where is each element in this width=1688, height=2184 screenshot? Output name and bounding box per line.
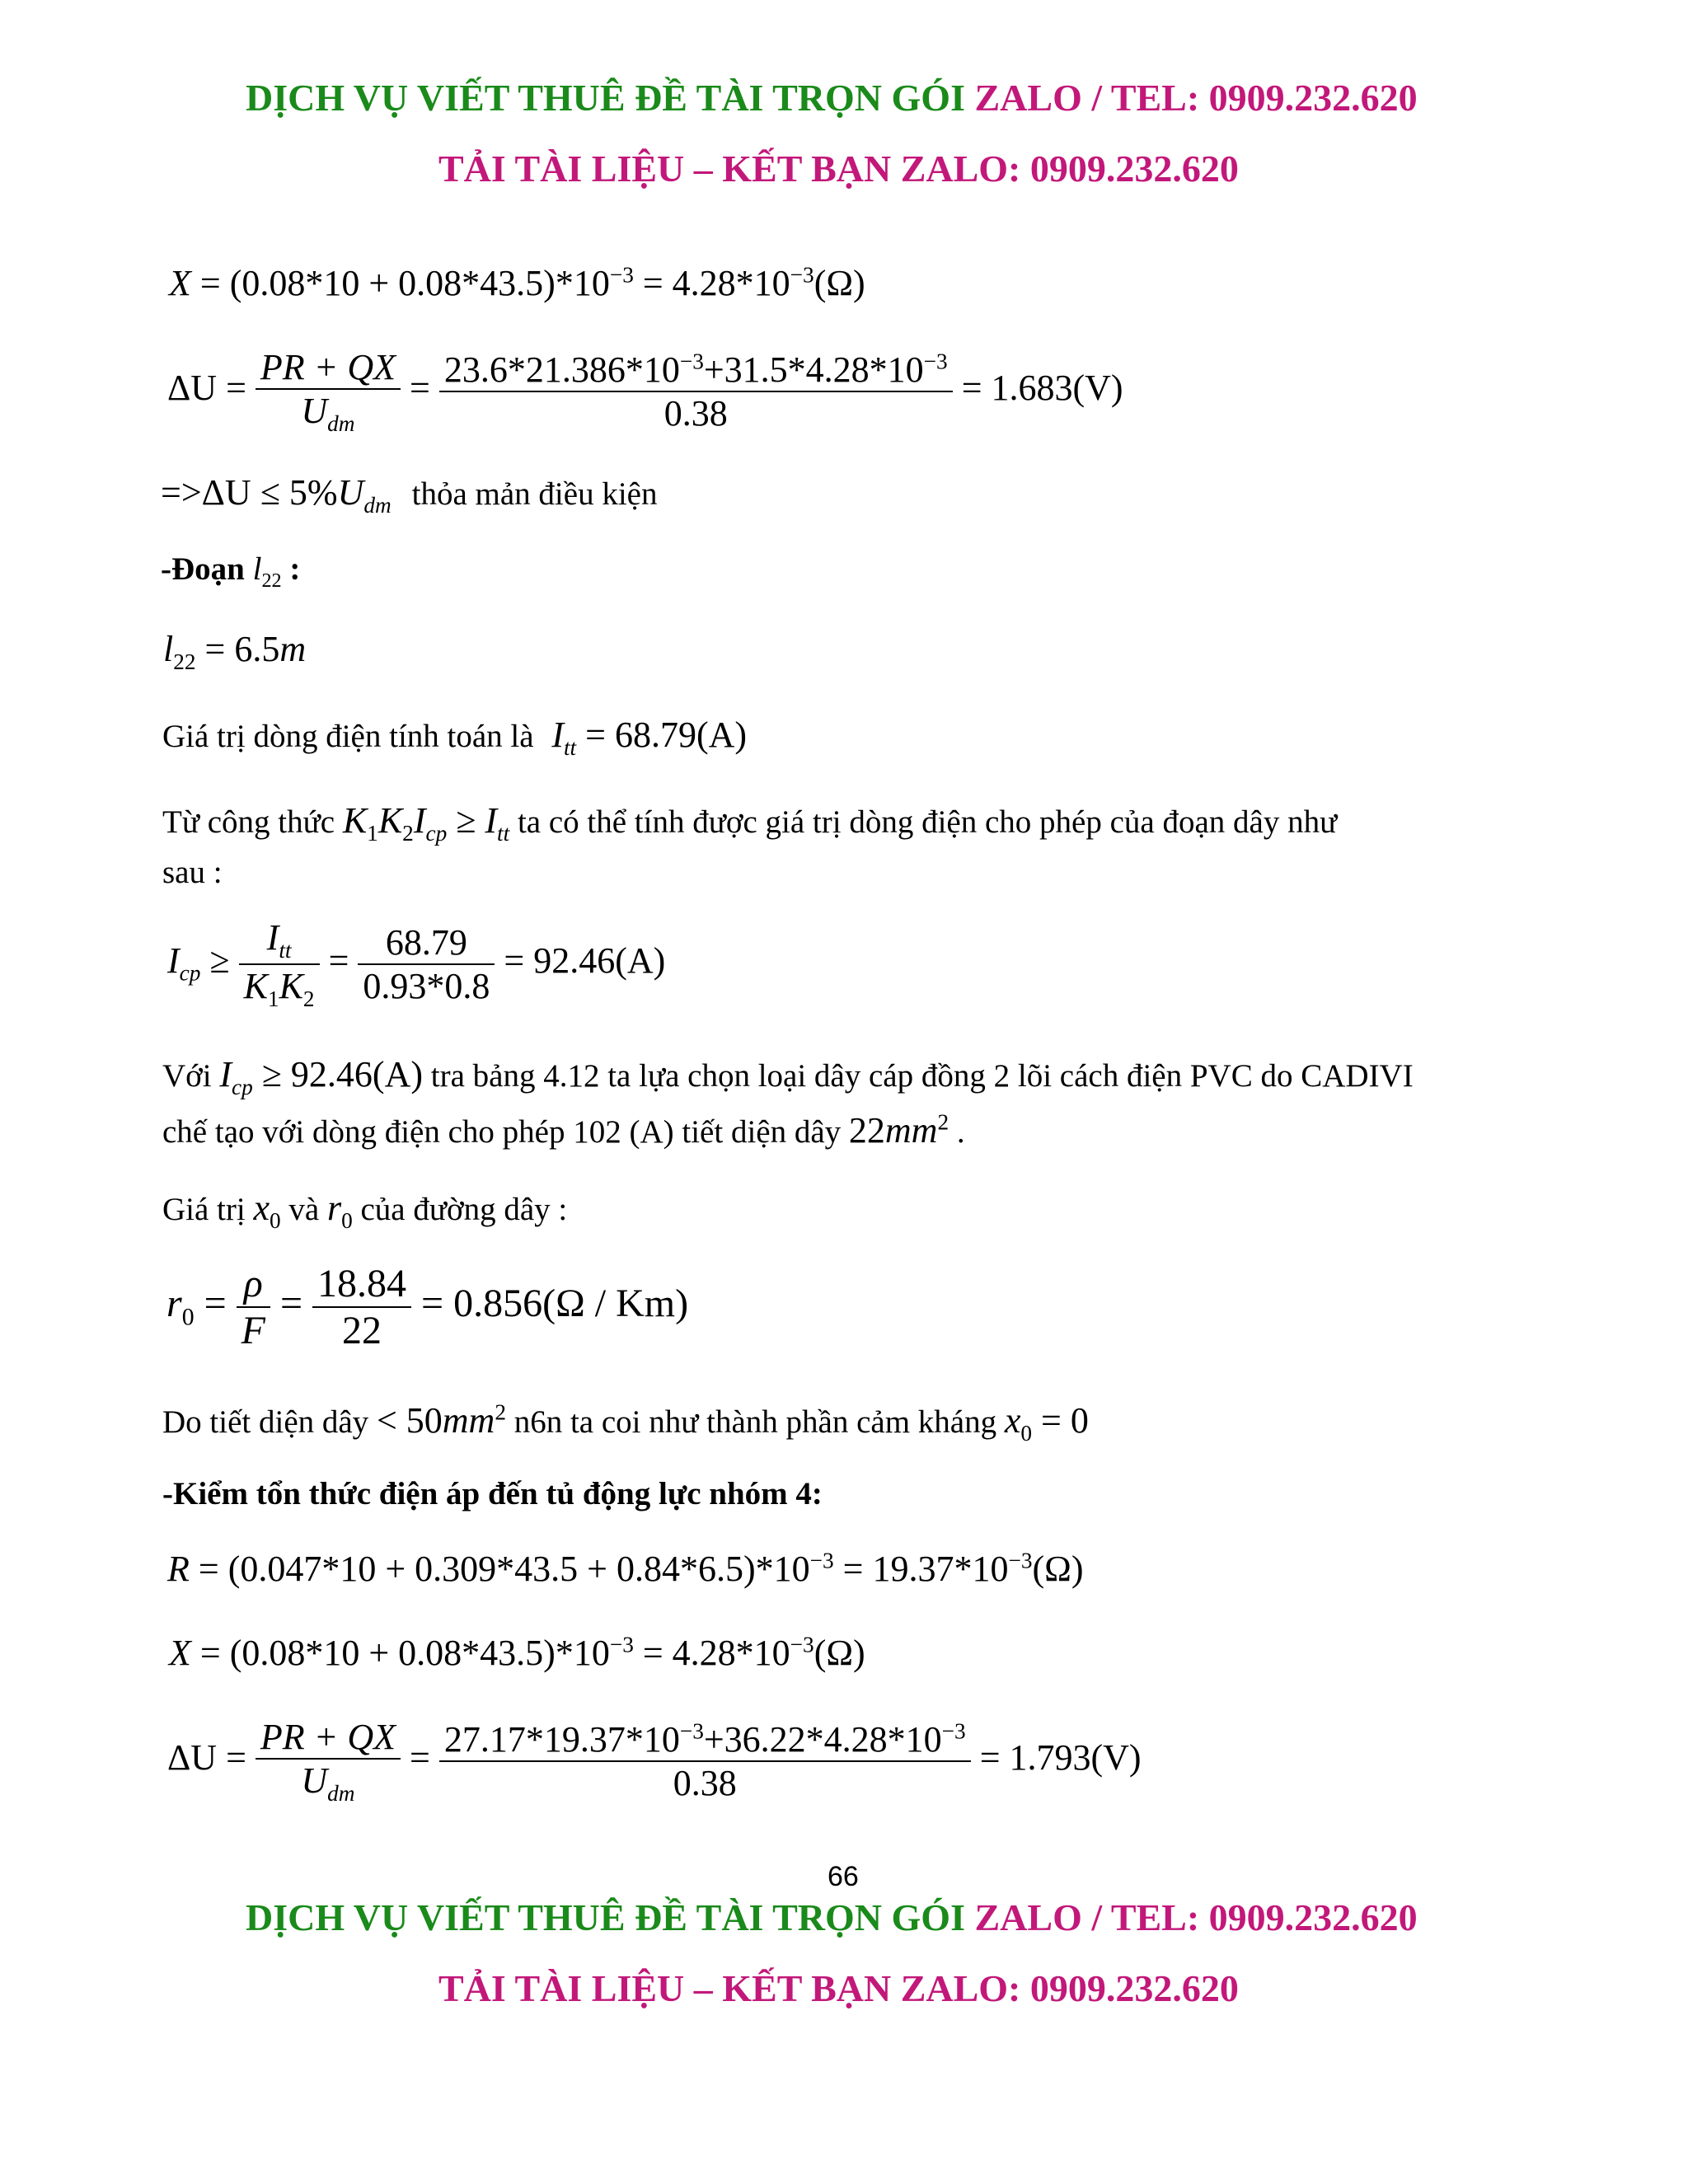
l22-value: $l_{22} = 6.5m$ [163, 629, 307, 674]
footer-service-text: DỊCH VỤ VIẾT THUÊ ĐỀ TÀI TRỌN GÓI [246, 1896, 965, 1938]
footer-line-2: TẢI TÀI LIỆU – KẾT BẠN ZALO: 0909.232.620 [438, 1967, 1239, 2009]
icp-equation: $I_{cp}$ ≥ $\frac{I_{tt}}{K_1K_2}$ = $\frac{68.79}{0.93*0.8}$ = 92.46(A) [167, 917, 666, 1011]
formula-line-2: sau : [162, 855, 223, 890]
header-line-2: TẢI TÀI LIỆU – KẾT BẠN ZALO: 0909.232.620 [438, 148, 1239, 190]
delta-u-condition: $=>\Delta U \le 5\%U_{dm}$ thỏa mản điều kiện [161, 472, 658, 518]
voi-line-2: chế tạo với dòng điện cho phép 102 (A) tiết diện dây $22mm^2$ . [162, 1109, 965, 1151]
header-contact-text: ZALO / TEL: 0909.232.620 [974, 77, 1418, 119]
x-equation-2: $X = (0.08*10 + 0.08*43.5)*10^{-3} = 4.28*10^{-3}(\Omega)$ [169, 1632, 865, 1673]
delta-u-equation-1: ΔU = $\frac{PR + QX}{U_{dm}}$ = $\frac{23.6*21.386*10^{-3}+31.5*4.28*10^{-3}}{0.38}$ = 1.683(V) [167, 347, 1123, 436]
x-equation-1: $X = (0.08*10 + 0.08*43.5)*10^{-3} = 4.28*10^{-3}(\Omega)$ [169, 262, 865, 303]
itt-line: Giá trị dòng điện tính toán là $I_{tt} = 68.79(A)$ [162, 715, 748, 760]
delta-u-equation-2: ΔU = $\frac{PR + QX}{U_{dm}}$ = $\frac{27.17*19.37*10^{-3}+36.22*4.28*10^{-3}}{0.38}$ = 1.793(V) [167, 1717, 1142, 1806]
page-number: 66 [828, 1861, 859, 1892]
kiem-heading: -Kiểm tổn thức điện áp đến tủ động lực nhóm 4: [162, 1476, 823, 1511]
x0-r0-line: Giá trị $x_0$ và $r_0$ của đường dây : [162, 1188, 568, 1233]
do-line: Do tiết diện dây < $50mm^2$ n6n ta coi như thành phần cảm kháng $x_0 = 0$ [162, 1399, 1089, 1446]
r0-equation: $r_0$ = $\frac{\rho}{F}$ = $\frac{18.84}{22}$ = 0.856(Ω / Km) [166, 1262, 689, 1352]
r-equation: $R = (0.047*10 + 0.309*43.5 + 0.84*6.5)*10^{-3} = 19.37*10^{-3}(\Omega)$ [167, 1548, 1084, 1589]
footer-line-1 [246, 1896, 1418, 1939]
footer-contact-text: ZALO / TEL: 0909.232.620 [974, 1896, 1418, 1938]
section-l22-heading: -Đoạn $l_{22}$ : [161, 551, 301, 592]
header-line-1 [246, 76, 1418, 120]
header-service-text: DỊCH VỤ VIẾT THUÊ ĐỀ TÀI TRỌN GÓI [246, 77, 965, 119]
formula-line: Từ công thức $K_1K_2I_{cp} \ge I_{tt}$ ta có thể tính được giá trị dòng điện cho phép của đoạn dây như [162, 800, 1338, 846]
voi-line: Với $I_{cp} \ge 92.46(A)$ tra bảng 4.12 ta lựa chọn loại dây cáp đồng 2 lõi cách điện PVC do CADIVI [162, 1054, 1414, 1099]
